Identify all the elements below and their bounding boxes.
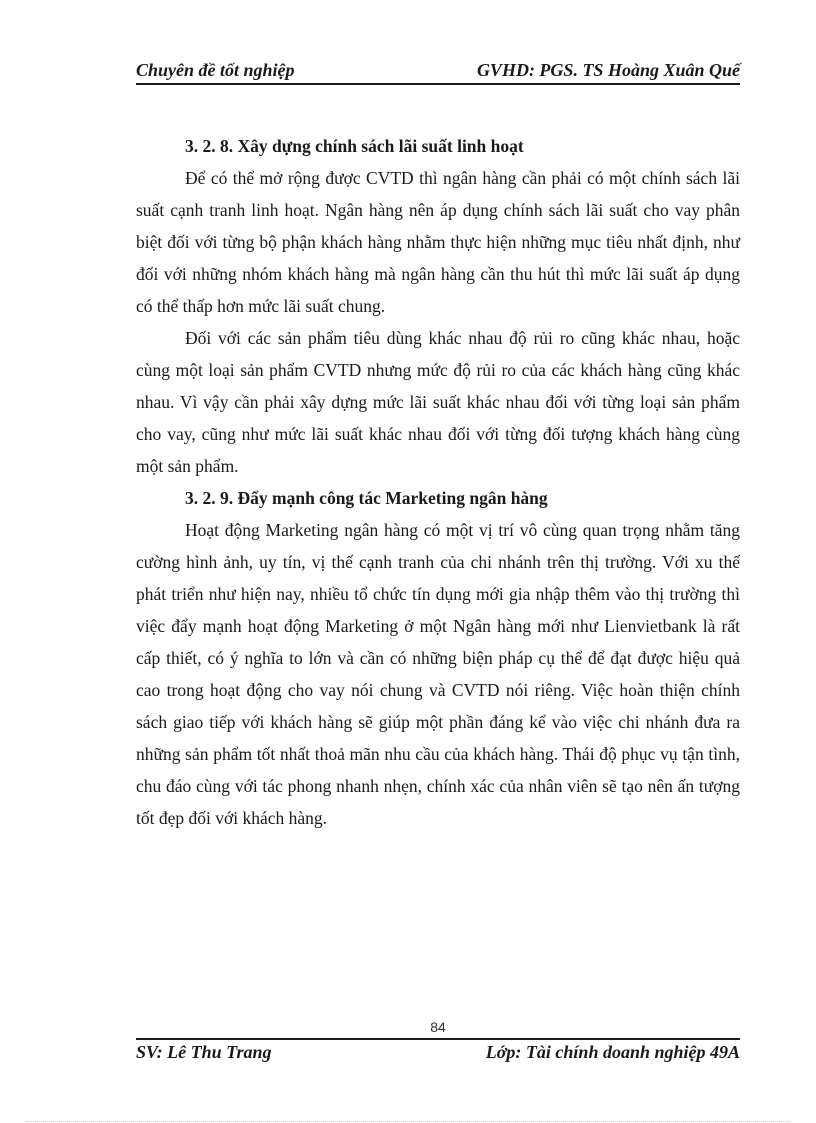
section-heading-3-2-9: 3. 2. 9. Đẩy mạnh công tác Marketing ngân hàng bbox=[185, 488, 548, 508]
footer-class: Lớp: Tài chính doanh nghiệp 49A bbox=[485, 1042, 740, 1062]
page-header bbox=[136, 60, 740, 81]
footer-student: SV: Lê Thu Trang bbox=[136, 1042, 272, 1062]
page-content bbox=[136, 130, 740, 834]
page-number: 84 bbox=[430, 1019, 446, 1035]
header-divider bbox=[136, 83, 740, 85]
paragraph: Hoạt động Marketing ngân hàng có một vị trí vô cùng quan trọng nhằm tăng cường hình ảnh, uy tín, vị thế cạnh tranh của chi nhánh trên thị trường. Với xu thế phát triển như hiện nay, nhiều tổ chức tín dụng mới gia nhập thêm vào thị trường thì việc đẩy mạnh hoạt động Marketing ở một Ngân hàng mới như Lienvietbank là rất cấp thiết, có ý nghĩa to lớn và cần có những biện pháp cụ thể để đạt được hiệu quả cao trong hoạt động cho vay nói chung và CVTD nói riêng. Việc hoàn thiện chính sách giao tiếp với khách hàng sẽ giúp một phần đáng kể vào việc chi nhánh đưa ra những sản phẩm tốt nhất thoả mãn nhu cầu của khách hàng. Thái độ phục vụ tận tình, chu đáo cùng với tác phong nhanh nhẹn, chính xác của nhân viên sẽ tạo nên ấn tượng tốt đẹp đối với khách hàng. bbox=[136, 520, 740, 828]
footer-divider bbox=[136, 1038, 740, 1040]
paragraph: Để có thể mở rộng được CVTD thì ngân hàng cần phải có một chính sách lãi suất cạnh tranh linh hoạt. Ngân hàng nên áp dụng chính sách lãi suất cho vay phân biệt đối với từng bộ phận khách hàng nhằm thực hiện những mục tiêu nhất định, như đối với những nhóm khách hàng mà ngân hàng cần thu hút thì mức lãi suất áp dụng có thể thấp hơn mức lãi suất chung. bbox=[136, 168, 740, 316]
paragraph: Đối với các sản phẩm tiêu dùng khác nhau độ rủi ro cũng khác nhau, hoặc cùng một loại sản phẩm CVTD nhưng mức độ rủi ro của các khách hàng cũng khác nhau. Vì vậy cần phải xây dựng mức lãi suất khác nhau đối với từng loại sản phẩm cho vay, cũng như mức lãi suất khác nhau đối với từng đối tượng khách hàng cùng một sản phẩm. bbox=[136, 328, 740, 476]
page-footer bbox=[136, 1042, 740, 1063]
header-supervisor: GVHD: PGS. TS Hoàng Xuân Quế bbox=[476, 60, 740, 80]
header-thesis-title: Chuyên đề tốt nghiệp bbox=[136, 60, 295, 80]
section-heading-3-2-8: 3. 2. 8. Xây dựng chính sách lãi suất linh hoạt bbox=[185, 136, 524, 156]
page-edge-divider bbox=[26, 1121, 790, 1122]
